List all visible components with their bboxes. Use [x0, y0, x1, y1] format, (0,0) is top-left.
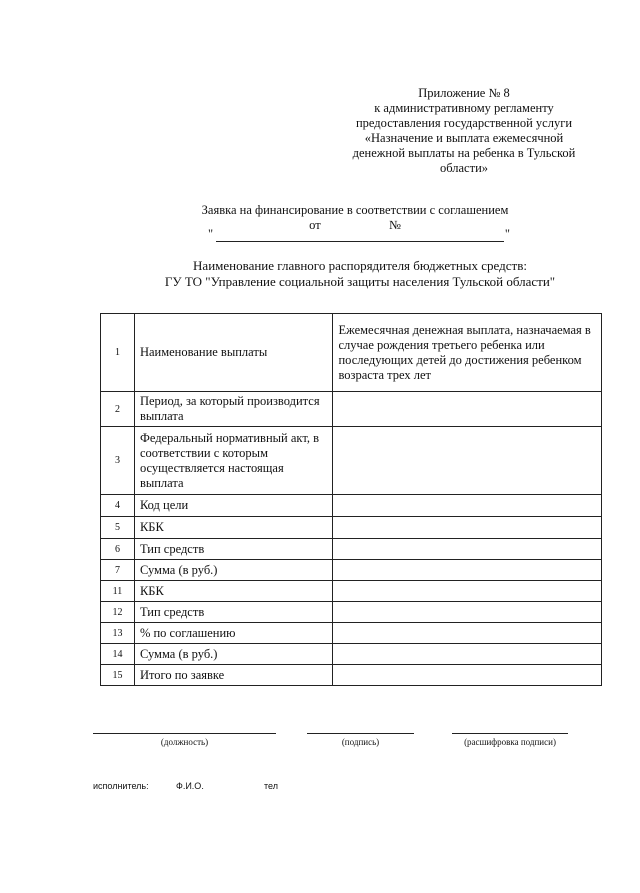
table-row — [101, 539, 602, 560]
appendix-header — [338, 86, 590, 176]
row-number: 7 — [101, 560, 135, 581]
position-signature-line — [93, 733, 276, 735]
row-name: КБК — [134, 517, 333, 539]
signature-label: (подпись) — [341, 737, 380, 747]
recipient-label: Наименование главного распорядителя бюджетных средств: — [193, 258, 527, 273]
appendix-line: области» — [439, 161, 489, 175]
quote-open: " — [208, 227, 214, 241]
row-name: Период, за который производится выплата — [134, 392, 333, 427]
date-line — [200, 229, 516, 245]
position-label: (должность) — [160, 737, 209, 747]
recipient-block — [120, 258, 600, 290]
row-number: 6 — [101, 539, 135, 560]
signature-line — [307, 733, 414, 735]
table-row — [101, 623, 602, 644]
decoding-label: (расшифровка подписи) — [464, 737, 556, 747]
row-number: 1 — [101, 314, 135, 392]
table-row — [101, 495, 602, 517]
row-number: 13 — [101, 623, 135, 644]
table-row — [101, 427, 602, 495]
row-value: Ежемесячная денежная выплата, назначаемая в случае рождения третьего ребенка или последующих детей до достижения ребенком возраста трех лет — [333, 314, 602, 392]
row-value — [333, 665, 602, 686]
row-value — [333, 623, 602, 644]
appendix-line: к административному регламенту — [374, 101, 554, 115]
request-table — [100, 313, 602, 686]
row-name: % по соглашению — [134, 623, 333, 644]
row-name: Сумма (в руб.) — [134, 644, 333, 665]
table-row — [101, 644, 602, 665]
table-row — [101, 665, 602, 686]
row-number: 2 — [101, 392, 135, 427]
row-number: 12 — [101, 602, 135, 623]
row-name: Федеральный нормативный акт, в соответствии с которым осуществляется настоящая выплата — [134, 427, 333, 495]
table-row — [101, 560, 602, 581]
row-value — [333, 517, 602, 539]
row-number: 4 — [101, 495, 135, 517]
row-name: Наименование выплаты — [134, 314, 333, 392]
row-number: 5 — [101, 517, 135, 539]
row-name: Тип средств — [134, 539, 333, 560]
appendix-line: Приложение № 8 — [418, 86, 510, 100]
from-label: от — [309, 218, 321, 232]
table-row — [101, 314, 602, 392]
row-value — [333, 427, 602, 495]
row-name: Итого по заявке — [134, 665, 333, 686]
row-value — [333, 644, 602, 665]
appendix-line: денежной выплаты на ребенка в Тульской — [352, 146, 576, 160]
row-name: Код цели — [134, 495, 333, 517]
row-number: 11 — [101, 581, 135, 602]
fio-label: Ф.И.О. — [176, 781, 204, 791]
request-title: Заявка на финансирование в соответствии с соглашением — [201, 203, 509, 217]
quote-close: " — [504, 227, 510, 241]
appendix-line: «Назначение и выплата ежемесячной — [364, 131, 564, 145]
row-name: Тип средств — [134, 602, 333, 623]
row-value — [333, 539, 602, 560]
date-underline — [216, 241, 504, 242]
table-row — [101, 602, 602, 623]
table-row — [101, 392, 602, 427]
row-value — [333, 602, 602, 623]
row-value — [333, 560, 602, 581]
row-value — [333, 392, 602, 427]
row-name: Сумма (в руб.) — [134, 560, 333, 581]
row-number: 15 — [101, 665, 135, 686]
executor-label: исполнитель: — [93, 781, 149, 791]
table-row — [101, 581, 602, 602]
row-name: КБК — [134, 581, 333, 602]
appendix-line: предоставления государственной услуги — [355, 116, 573, 130]
row-value — [333, 581, 602, 602]
request-table-body — [101, 314, 602, 686]
table-row — [101, 517, 602, 539]
row-number: 14 — [101, 644, 135, 665]
row-number: 3 — [101, 427, 135, 495]
row-value — [333, 495, 602, 517]
decoding-signature-line — [452, 733, 568, 735]
number-label: № — [388, 218, 401, 232]
recipient-name: ГУ ТО "Управление социальной защиты населения Тульской области" — [164, 274, 556, 289]
phone-label: тел — [264, 781, 278, 791]
